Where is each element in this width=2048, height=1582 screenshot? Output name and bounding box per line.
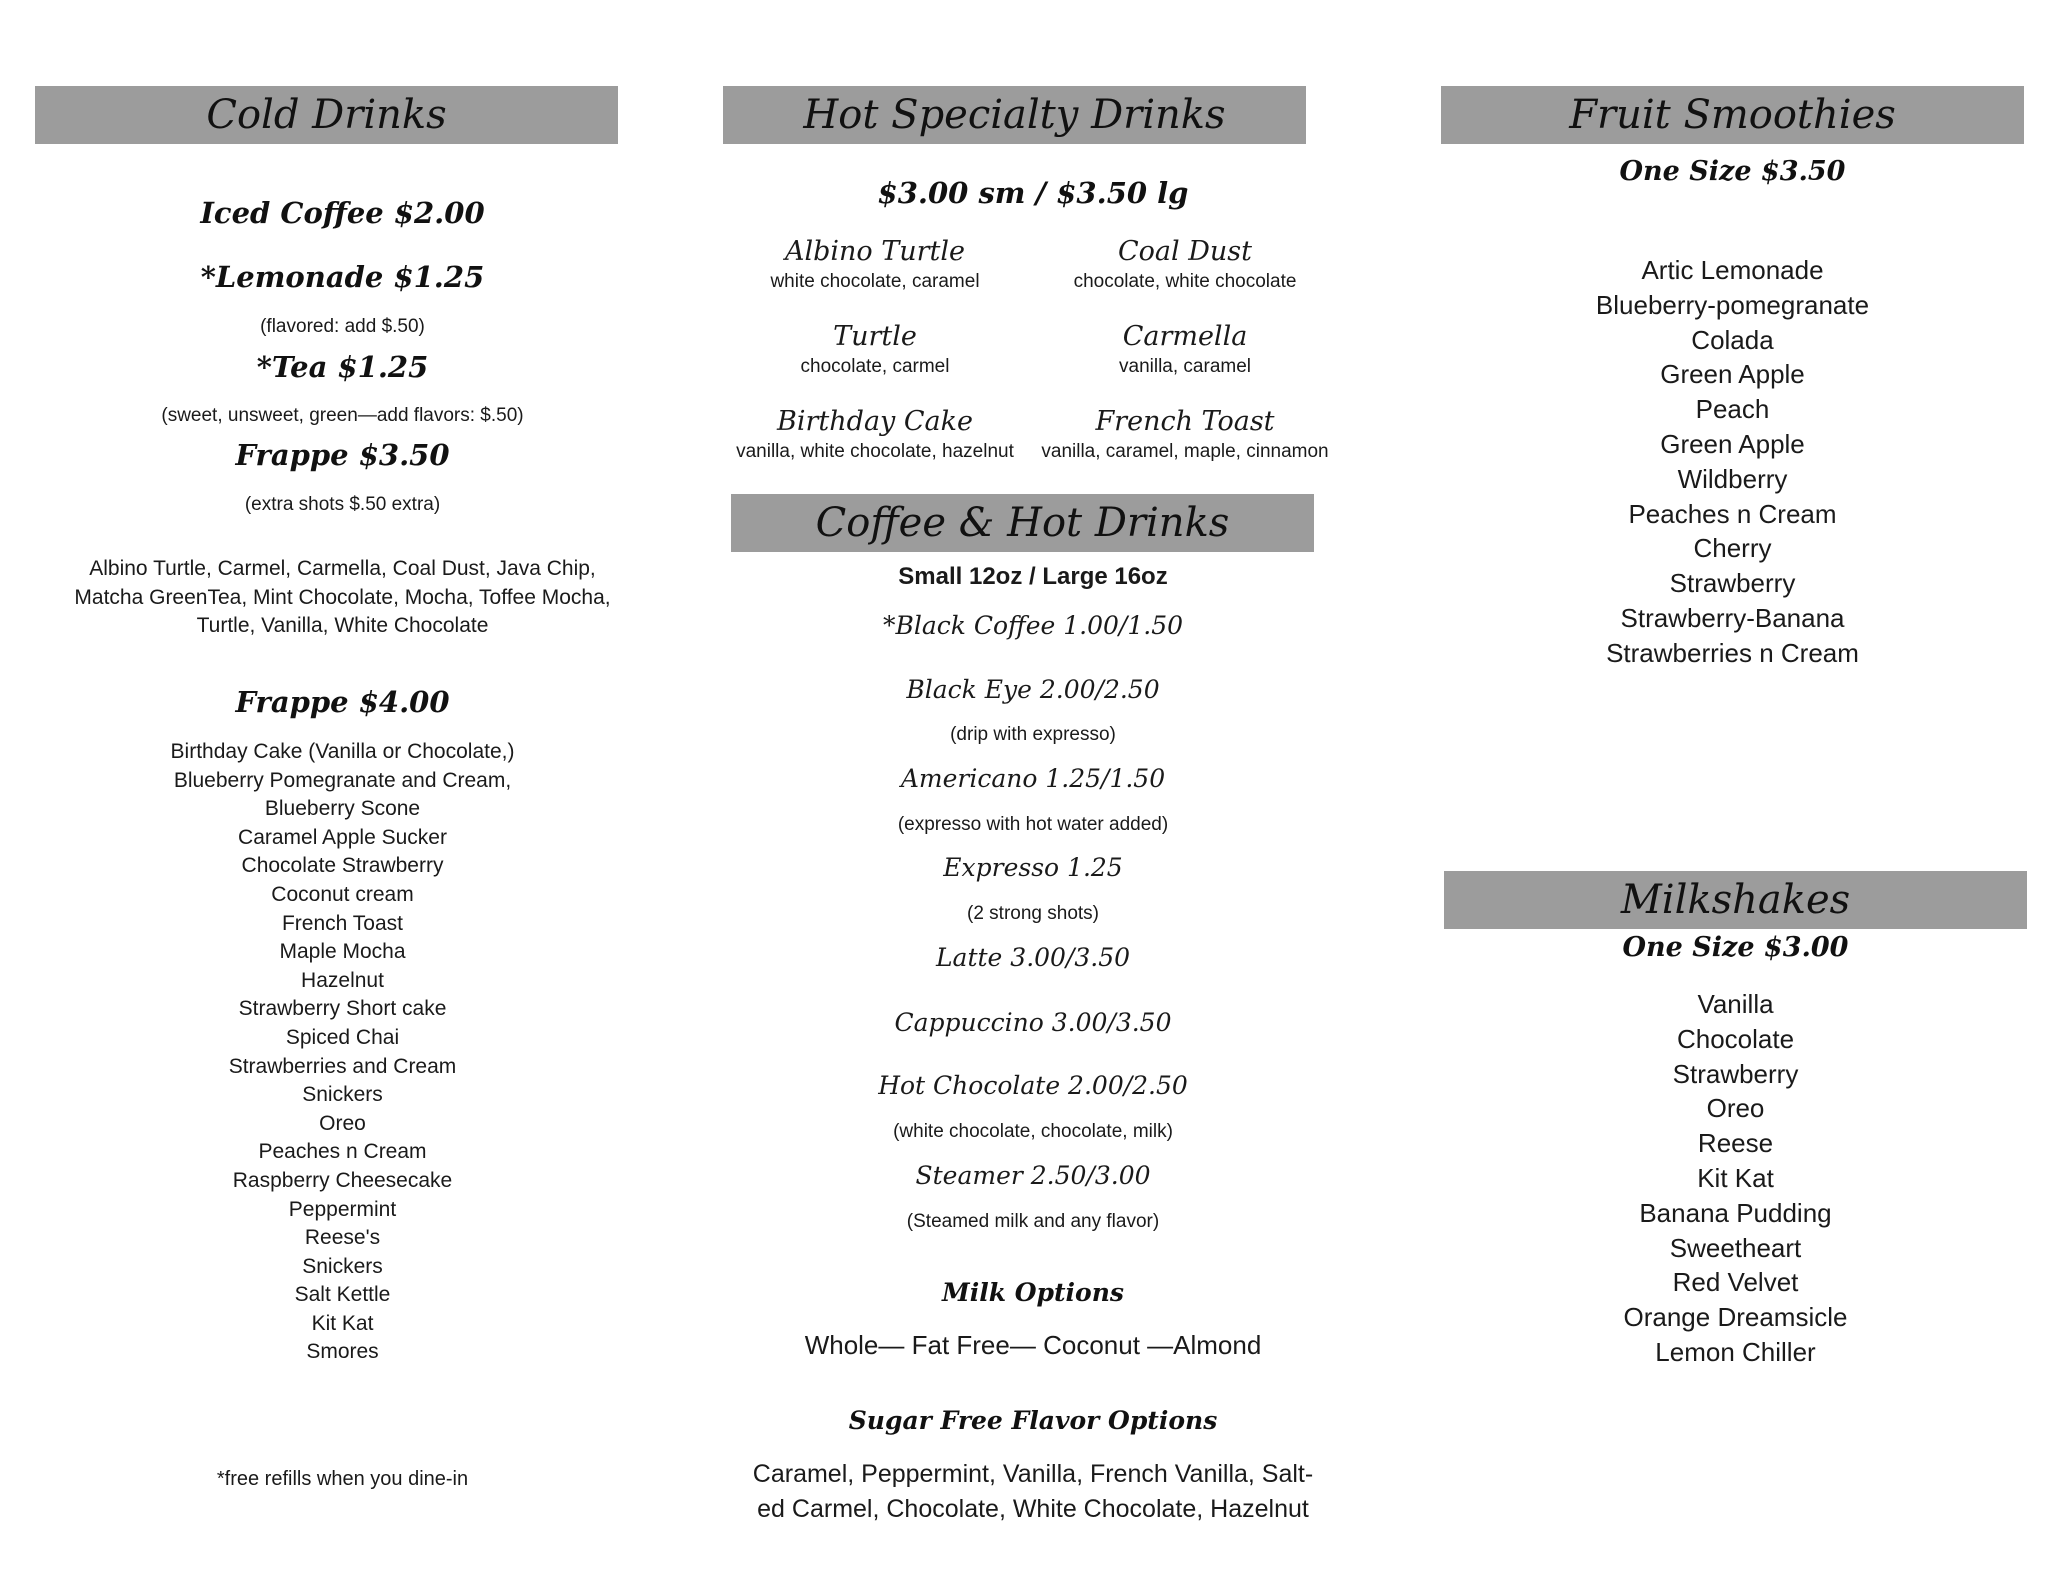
- list-item: Wildberry: [1677, 463, 1788, 494]
- cold-drinks-title: Cold Drinks: [206, 92, 447, 138]
- americano-note: (expresso with hot water added): [897, 814, 1169, 835]
- expresso-price: Expresso 1.25: [943, 853, 1123, 882]
- list-item: Kit Kat: [1697, 1162, 1774, 1193]
- tea-note: (sweet, unsweet, green—add flavors: $.50): [161, 405, 524, 426]
- frappe-400-price: Frappe $4.00: [235, 685, 450, 719]
- frappe-350-price: Frappe $3.50: [235, 438, 450, 472]
- sugar-free-line: ed Carmel, Chocolate, White Chocolate, Hazelnut: [757, 1495, 1309, 1523]
- specialty-item-name: Albino Turtle: [784, 236, 966, 267]
- coffee-hot-title: Coffee & Hot Drinks: [815, 500, 1230, 546]
- list-item: French Toast: [281, 911, 403, 935]
- frappe-350-flavor-list: [35, 555, 650, 641]
- specialty-price: $3.00 sm / $3.50 lg: [877, 176, 1189, 210]
- latte-price: Latte 3.00/3.50: [935, 943, 1131, 972]
- list-item: Strawberry Short cake: [238, 997, 447, 1021]
- list-item: Peppermint: [288, 1197, 397, 1221]
- specialty-item-desc: chocolate, white chocolate: [1073, 271, 1297, 292]
- black-coffee-price: *Black Coffee 1.00/1.50: [882, 611, 1184, 640]
- specialty-item-name: Coal Dust: [1118, 236, 1252, 267]
- list-item: Reese: [1697, 1128, 1774, 1159]
- steamer-note: (Steamed milk and any flavor): [906, 1211, 1160, 1232]
- list-item: Colada: [1691, 324, 1774, 355]
- iced-coffee-price: Iced Coffee $2.00: [200, 196, 485, 230]
- list-item: Blueberry Pomegranate and Cream,: [173, 768, 512, 792]
- specialty-item-desc: vanilla, white chocolate, hazelnut: [736, 441, 1014, 462]
- list-item: Oreo: [319, 1111, 366, 1135]
- hot-specialty-header-bar: [723, 86, 1306, 144]
- list-item: Caramel Apple Sucker: [238, 825, 447, 849]
- specialty-item-desc: white chocolate, caramel: [770, 271, 980, 292]
- list-item: Artic Lemonade: [1641, 255, 1824, 285]
- cold-drinks-header-bar: [35, 86, 618, 144]
- frappe-350-note: (extra shots $.50 extra): [244, 494, 441, 515]
- frappe-400-flavor-list: [35, 738, 650, 1367]
- list-item: Chocolate: [1676, 1023, 1795, 1054]
- list-item: Banana Pudding: [1639, 1197, 1832, 1228]
- specialty-item-desc: chocolate, carmel: [800, 356, 950, 377]
- specialty-item-name: Carmella: [1122, 321, 1248, 352]
- specialty-item-desc: vanilla, caramel, maple, cinnamon: [1041, 441, 1329, 462]
- sugar-free-list: [723, 1457, 1343, 1527]
- specialty-item-name: Birthday Cake: [777, 406, 973, 437]
- list-item: Peaches n Cream: [258, 1140, 427, 1164]
- coffee-sizes: Small 12oz / Large 16oz: [898, 563, 1168, 590]
- black-eye-price: Black Eye 2.00/2.50: [906, 675, 1160, 704]
- list-item: Strawberry: [1672, 1058, 1799, 1089]
- expresso-note: (2 strong shots): [967, 903, 1099, 924]
- milk-options-list: Whole— Fat Free— Coconut —Almond: [804, 1330, 1262, 1360]
- list-item: Hazelnut: [301, 968, 384, 992]
- tea-price: *Tea $1.25: [256, 350, 429, 384]
- list-item: Coconut cream: [271, 882, 414, 906]
- list-item: Green Apple: [1660, 428, 1805, 459]
- milkshakes-header-bar: [1444, 871, 2027, 929]
- free-refills-note: *free refills when you dine-in: [216, 1468, 469, 1490]
- specialty-item-desc: vanilla, caramel: [1119, 356, 1251, 377]
- list-item: Reese's: [304, 1226, 381, 1250]
- sugar-free-title: Sugar Free Flavor Options: [848, 1406, 1218, 1435]
- specialty-item: [1030, 405, 1340, 465]
- specialty-item-name: French Toast: [1095, 406, 1275, 437]
- list-item: Strawberry: [1669, 568, 1796, 599]
- list-item: Peaches n Cream: [1628, 498, 1837, 529]
- specialty-item: [720, 320, 1030, 380]
- list-item: Cherry: [1693, 533, 1772, 564]
- list-item: Sweetheart: [1669, 1232, 1802, 1263]
- list-item: Oreo: [1706, 1093, 1765, 1124]
- list-item: Snickers: [302, 1083, 383, 1107]
- milkshakes-list: [1444, 987, 2027, 1370]
- cappuccino-price: Cappuccino 3.00/3.50: [894, 1008, 1172, 1037]
- sugar-free-line: Caramel, Peppermint, Vanilla, French Vanilla, Salt-: [752, 1460, 1314, 1488]
- fruit-smoothies-header-bar: [1441, 86, 2024, 144]
- list-item: Salt Kettle: [294, 1283, 391, 1307]
- list-item: Blueberry Scone: [264, 797, 421, 821]
- list-item: Strawberries n Cream: [1606, 637, 1859, 668]
- list-item: Strawberry-Banana: [1620, 602, 1845, 633]
- hot-chocolate-note: (white chocolate, chocolate, milk): [893, 1121, 1173, 1142]
- list-item: Vanilla: [1697, 989, 1774, 1019]
- milk-options-title: Milk Options: [942, 1278, 1124, 1307]
- list-item: Kit Kat: [311, 1311, 374, 1335]
- lemonade-price: *Lemonade $1.25: [200, 260, 485, 294]
- list-item: Red Velvet: [1672, 1267, 1799, 1298]
- hot-chocolate-price: Hot Chocolate 2.00/2.50: [878, 1071, 1188, 1100]
- black-eye-note: (drip with expresso): [950, 724, 1116, 745]
- specialty-item-name: Turtle: [833, 321, 917, 352]
- list-item: Lemon Chiller: [1655, 1336, 1816, 1367]
- list-item: Snickers: [302, 1254, 383, 1278]
- lemonade-note: (flavored: add $.50): [260, 316, 425, 337]
- fruit-smoothies-title: Fruit Smoothies: [1569, 92, 1896, 138]
- list-item: Turtle, Vanilla, White Chocolate: [196, 614, 489, 638]
- list-item: Green Apple: [1660, 359, 1805, 390]
- specialty-item: [720, 405, 1030, 465]
- list-item: Smores: [306, 1340, 379, 1364]
- list-item: Blueberry-pomegranate: [1595, 289, 1870, 320]
- specialty-item: [720, 235, 1030, 295]
- specialty-item: [1030, 320, 1340, 380]
- smoothies-list: [1441, 253, 2024, 671]
- americano-price: Americano 1.25/1.50: [900, 764, 1166, 793]
- specialty-item: [1030, 235, 1340, 295]
- hot-specialty-title: Hot Specialty Drinks: [803, 92, 1226, 138]
- list-item: Maple Mocha: [279, 940, 406, 964]
- milkshakes-title: Milkshakes: [1620, 877, 1851, 923]
- milkshakes-price: One Size $3.00: [1622, 932, 1849, 963]
- list-item: Orange Dreamsicle: [1623, 1302, 1848, 1333]
- list-item: Peach: [1695, 394, 1770, 425]
- steamer-price: Steamer 2.50/3.00: [915, 1161, 1151, 1190]
- smoothies-price: One Size $3.50: [1619, 156, 1846, 187]
- list-item: Spiced Chai: [285, 1025, 400, 1049]
- coffee-hot-header-bar: [731, 494, 1314, 552]
- list-item: Strawberries and Cream: [228, 1054, 457, 1078]
- list-item: Matcha GreenTea, Mint Chocolate, Mocha, Toffee Mocha,: [74, 585, 611, 609]
- list-item: Birthday Cake (Vanilla or Chocolate,): [170, 740, 515, 763]
- list-item: Albino Turtle, Carmel, Carmella, Coal Dust, Java Chip,: [89, 557, 596, 580]
- list-item: Chocolate Strawberry: [241, 854, 444, 878]
- list-item: Raspberry Cheesecake: [232, 1168, 453, 1192]
